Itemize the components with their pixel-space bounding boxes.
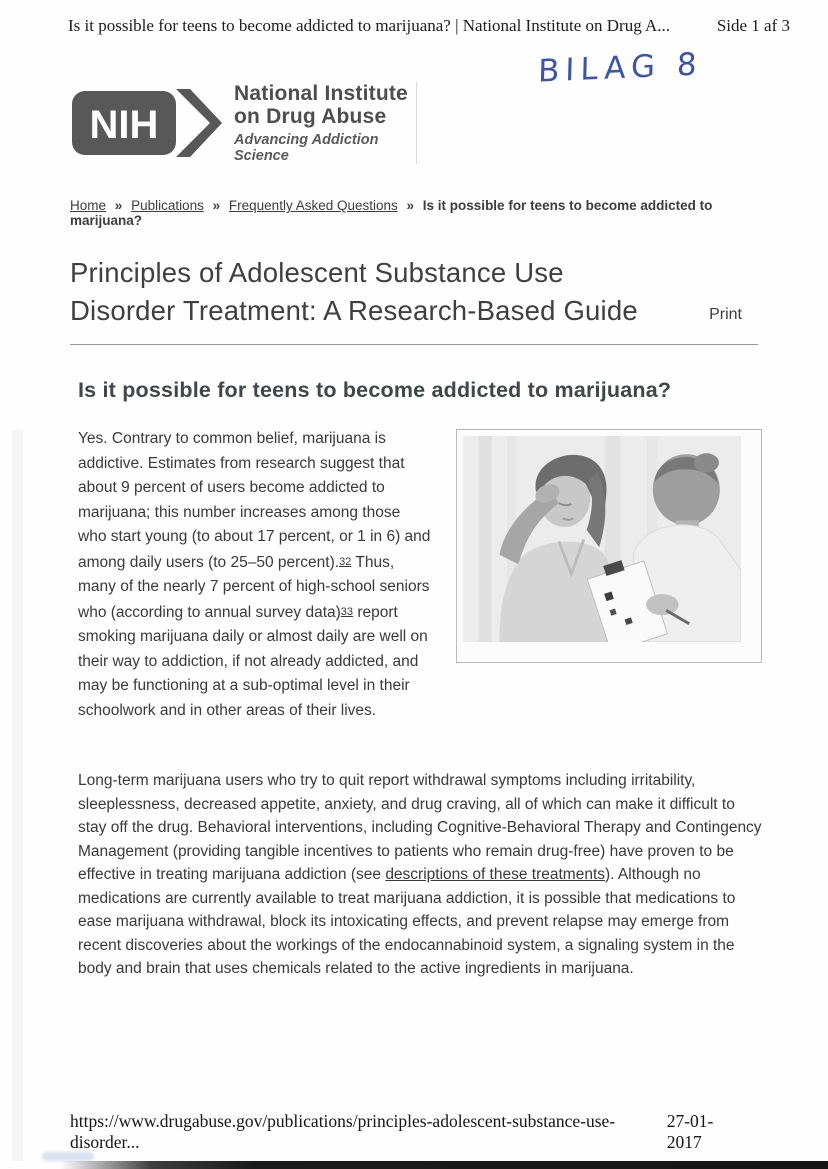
logo-line-2: on Drug Abuse [234,105,387,128]
nih-logo-mark [70,87,222,159]
para2-text: Long-term marijuana users who try to quit report withdrawal symptoms including irritability, sleeplessness, decreased appetite, anxiety, and drug craving, all of which can make it difficult to stay off the drug. Behavioral interventions, including Cognitive-Behavioral Therapy and Contingency Management (providing tangible incentives to patients who remain drug-free) have proven to be effective in treating marijuana addiction (see [78,772,762,883]
page-title: Principles of Adolescent Substance Use Disorder Treatment: A Research-Based Guide [70,257,638,326]
article-paragraph-2 [78,769,762,981]
print-header-page-number: Side 1 af 3 [716,16,790,35]
breadcrumb [70,198,758,230]
breadcrumb-separator: » [212,198,221,213]
logo-text [234,82,412,164]
para1-text: report smoking marijuana daily or almost daily are well on their way to addiction, if not already addicted, and may be functioning at a sub-optimal level in their schoolwork and in other areas of their lives. [78,603,428,719]
scan-artifact-left [12,430,23,1161]
breadcrumb-home[interactable]: Home [70,198,107,213]
para1-text: Thus, many of the nearly 7 percent of high-school seniors who (according to annual survey data) [78,553,430,621]
para2-text: ). Although no medications are currently available to treat marijuana addiction, it is possible that medications to ease marijuana withdrawal, block its intoxicating effects, and prevent relapse may emerge from recent discoveries about the workings of the endocannabinoid system, a signaling system in the body and brain that uses chemicals related to the active ingredients in marijuana. [78,866,736,977]
para1-text: Yes. Contrary to common belief, marijuana is addictive. Estimates from research suggest that about 9 percent of users become addicted to marijuana; this number increases among those who start young (to about 17 percent, or 1 in 6) and among daily users (to 25–50 percent). [78,430,431,571]
print-header-title: Is it possible for teens to become addicted to marijuana? | National Institute on Drug A... [68,16,671,35]
breadcrumb-faq[interactable]: Frequently Asked Questions [228,198,398,213]
title-row [70,254,742,330]
scan-artifact-smudge [42,1152,94,1161]
svg-text:NIH: NIH [89,103,159,147]
nida-logo[interactable] [70,82,417,164]
footnote-link-32[interactable]: 32 [339,555,352,568]
article-body [78,427,762,981]
print-button[interactable]: Print [709,306,742,323]
handwritten-annotation: BILAG 8 [537,46,704,90]
print-footer [70,1111,746,1153]
scan-artifact-bottom [60,1161,828,1169]
logo-line-1: National Institute [234,82,408,105]
breadcrumb-separator: » [406,198,415,213]
footer-url: https://www.drugabuse.gov/publications/principles-adolescent-substance-use-disorder... [70,1111,616,1152]
treatments-link[interactable]: descriptions of these treatments [385,866,606,883]
footer-date: 27-01-2017 [666,1111,714,1152]
article-photo [456,429,762,663]
footnote-link-33[interactable]: 33 [340,605,354,618]
breadcrumb-publications[interactable]: Publications [131,198,204,213]
breadcrumb-current: Is it possible for teens to become addicted to marijuana? [70,198,713,228]
title-divider [70,344,758,345]
print-header [0,0,828,36]
logo-tagline: Advancing Addiction Science [234,132,379,164]
article-heading: Is it possible for teens to become addicted to marijuana? [78,378,672,402]
breadcrumb-separator: » [114,198,123,213]
